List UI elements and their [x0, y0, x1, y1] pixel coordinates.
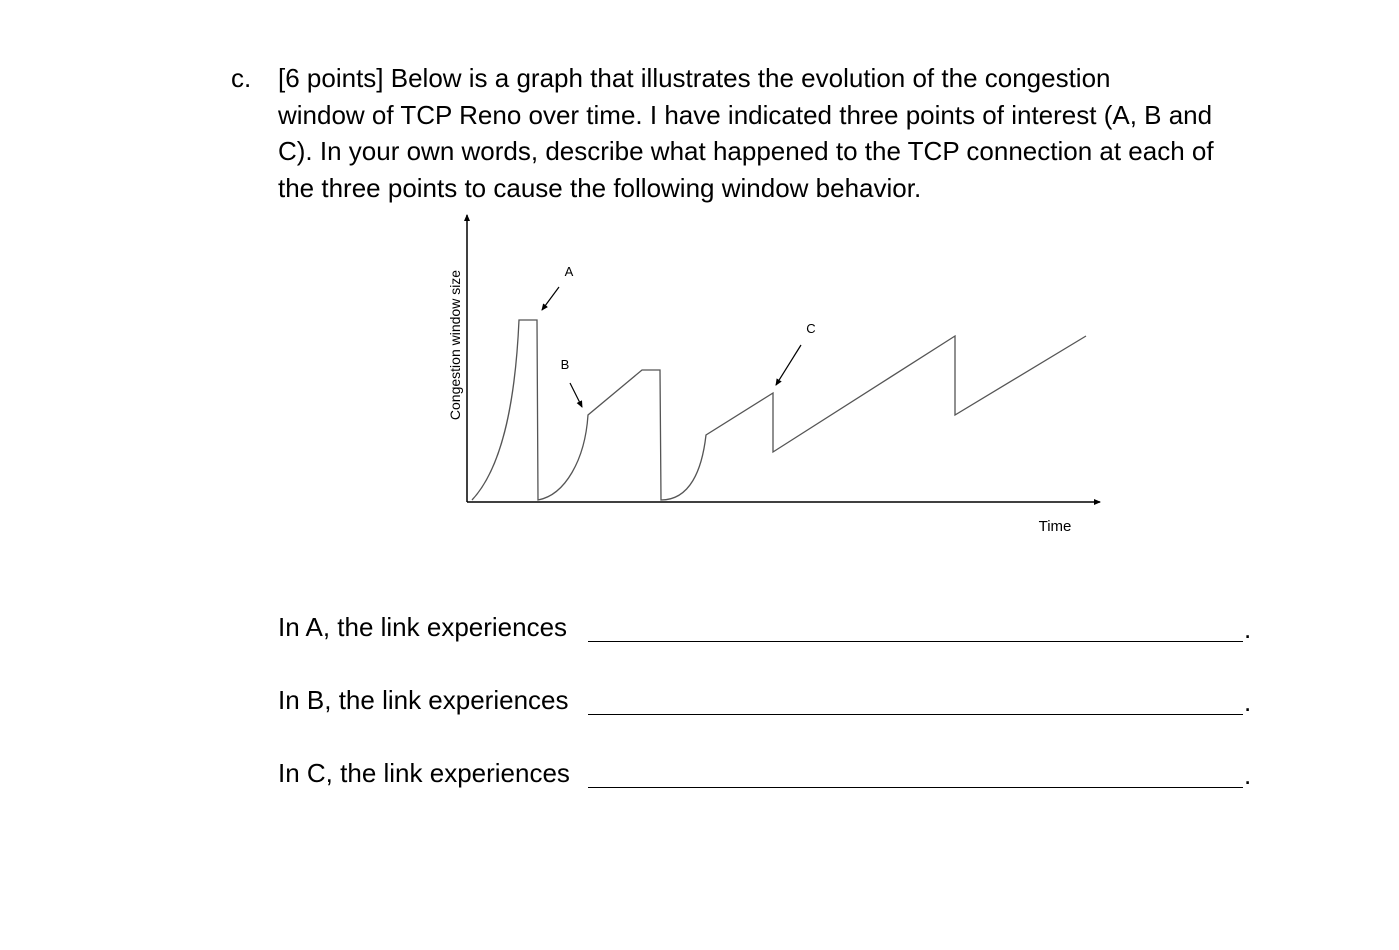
answer-prompt: In B, the link experiences — [278, 685, 569, 715]
answer-prompt: In C, the link experiences — [278, 758, 570, 788]
question-text-line: C). In your own words, describe what happened to the TCP connection at each of — [278, 136, 1214, 166]
y-axis-label: Congestion window size — [447, 269, 463, 421]
answer-row-c — [278, 755, 1252, 791]
x-axis-label: Time — [1038, 518, 1072, 535]
question-label: c. — [231, 63, 252, 93]
answer-row-b — [278, 682, 1252, 718]
answer-period: . — [1244, 614, 1252, 644]
pointer-arrow-a — [542, 287, 559, 310]
pointer-arrow-c — [776, 345, 801, 385]
point-label-b: B — [560, 357, 570, 372]
answer-blank[interactable] — [588, 641, 1243, 642]
congestion-window-curve — [472, 320, 1086, 500]
question-text-line: window of TCP Reno over time. I have indicated three points of interest (A, B and — [278, 99, 1213, 130]
pointer-arrow-b — [570, 383, 582, 407]
point-label-c: C — [806, 321, 816, 336]
answer-prompt: In A, the link experiences — [278, 612, 568, 642]
answer-row-a — [278, 609, 1252, 645]
question-text-line: [6 points] Below is a graph that illustrates the evolution of the congestion — [278, 63, 1111, 93]
answer-period: . — [1244, 760, 1252, 790]
point-label-a: A — [564, 264, 574, 279]
answer-period: . — [1244, 687, 1252, 717]
question-text-line: the three points to cause the following window behavior. — [278, 172, 922, 203]
answer-blank[interactable] — [588, 714, 1243, 715]
answer-blank[interactable] — [588, 787, 1243, 788]
